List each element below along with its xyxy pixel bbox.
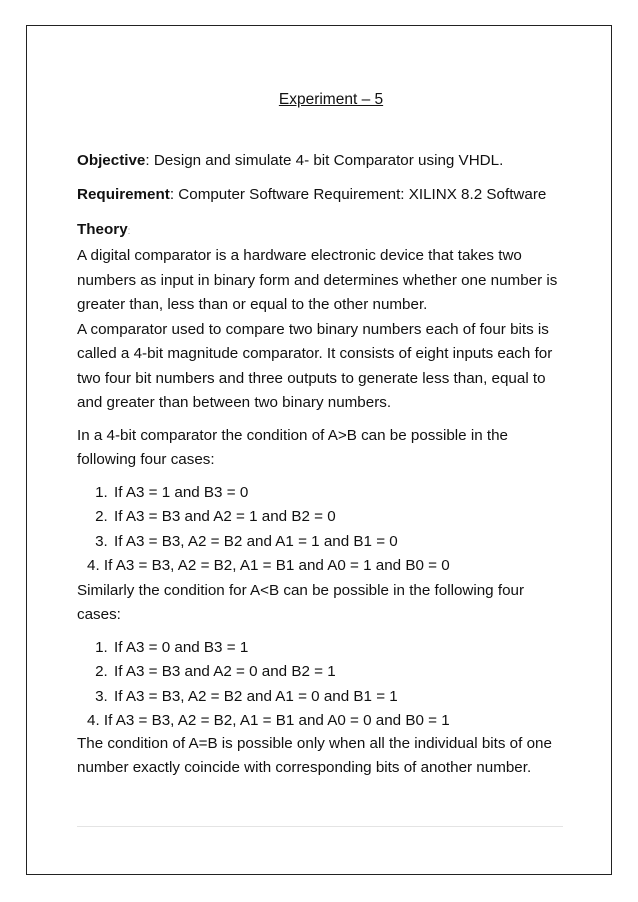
theory-colon: : bbox=[127, 225, 131, 237]
list-item: 3. If A3 = B3, A2 = B2 and A1 = 1 and B1 = 0 bbox=[112, 530, 567, 555]
objective-label: Objective bbox=[77, 151, 146, 169]
paragraph-definition: A digital comparator is a hardware electronic device that takes two numbers as input in binary form and determines whether one number is greater than, less than or equal to the other number. bbox=[77, 247, 558, 313]
objective-line bbox=[77, 149, 567, 174]
list-item: 1. If A3 = 0 and B3 = 1 bbox=[112, 636, 567, 661]
list-item: 3. If A3 = B3, A2 = B2 and A1 = 0 and B1 = 1 bbox=[112, 685, 567, 710]
list-greater-cases bbox=[77, 481, 567, 579]
page-title: Experiment – 5 bbox=[278, 91, 384, 108]
list-item: 4. If A3 = B3, A2 = B2, A1 = B1 and A0 = 0 and B0 = 1 bbox=[87, 712, 450, 729]
document-body bbox=[77, 88, 567, 781]
theory-label: Theory bbox=[77, 220, 128, 238]
list-item: 2. If A3 = B3 and A2 = 0 and B2 = 1 bbox=[112, 660, 567, 685]
requirement-line bbox=[77, 183, 567, 208]
paragraph-less-intro: Similarly the condition for A<B can be possible in the following four cases: bbox=[77, 581, 525, 623]
list-item: 1. If A3 = 1 and B3 = 0 bbox=[112, 481, 567, 506]
requirement-text: : Computer Software Requirement: XILINX 8.2 Software bbox=[169, 186, 547, 203]
paragraph-greater-intro: In a 4-bit comparator the condition of A>B can be possible in the following four cases: bbox=[77, 426, 509, 468]
list-less-cases bbox=[77, 636, 567, 734]
list-item: 2. If A3 = B3 and A2 = 1 and B2 = 0 bbox=[112, 505, 567, 530]
requirement-label: Requirement bbox=[77, 186, 170, 203]
objective-text: : Design and simulate 4- bit Comparator using VHDL. bbox=[145, 151, 504, 169]
theory-heading bbox=[77, 218, 567, 245]
paragraph-equal-condition: The condition of A=B is possible only when all the individual bits of one number exactly coincide with corresponding bits of another number. bbox=[77, 734, 552, 776]
paragraph-magnitude-comparator: A comparator used to compare two binary numbers each of four bits is called a 4-bit magnitude comparator. It consists of eight inputs each for two four bit numbers and three outputs to generate less than, equal to and greater than between two binary numbers. bbox=[77, 320, 553, 411]
list-item: 4. If A3 = B3, A2 = B2, A1 = B1 and A0 = 1 and B0 = 0 bbox=[87, 557, 450, 574]
footer-rule bbox=[77, 826, 563, 827]
